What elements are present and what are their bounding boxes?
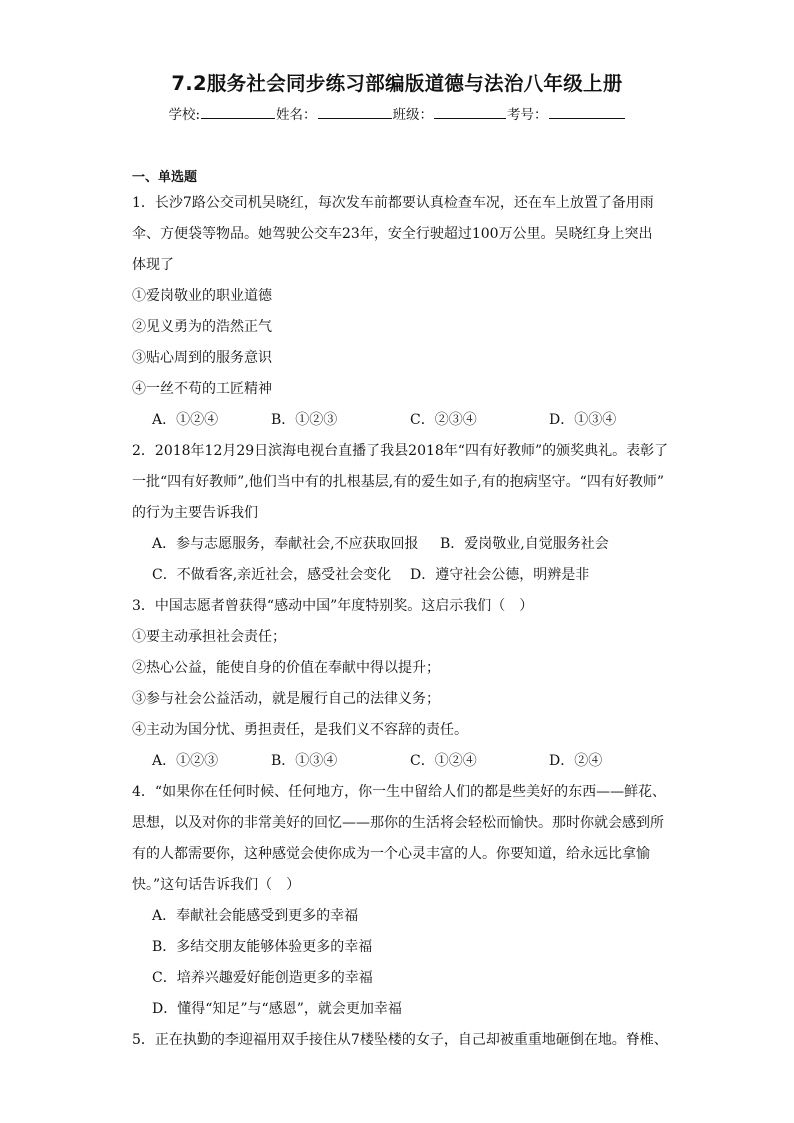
q3-option-b[interactable]: B．①③④ xyxy=(271,753,338,769)
school-blank[interactable] xyxy=(201,106,275,119)
q1-statement-4: ④一丝不苟的工匠精神 xyxy=(132,381,272,397)
q1-stem-line-2: 伞、方便袋等物品。她驾驶公交车23年，安全行驶超过100万公里。吴晓红身上突出 xyxy=(132,226,653,242)
class-label: 班级： xyxy=(392,107,434,123)
q2-option-d[interactable]: D．遵守社会公德，明辨是非 xyxy=(410,567,590,583)
q3-statement-2: ②热心公益，能使自身的价值在奉献中得以提升； xyxy=(132,660,440,676)
name-label: 姓名： xyxy=(276,107,317,123)
class-blank[interactable] xyxy=(434,106,506,119)
q2-option-c[interactable]: C．不做看客,亲近社会，感受社会变化 xyxy=(152,567,392,583)
section-heading: 一、单选题 xyxy=(132,170,198,185)
q4-stem-line-1: 4．“如果你在任何时候、任何地方，你一生中留给人们的都是些美好的东西——鲜花、 xyxy=(132,784,667,800)
q4-stem-line-3: 有的人都需要你，这种感觉会使你成为一个心灵丰富的人。你要知道，给永远比拿愉 xyxy=(132,846,650,862)
page-title: 7.2服务社会同步练习部编版道德与法治八年级上册 xyxy=(171,72,623,95)
q4-option-b[interactable]: B．多结交朋友能够体验更多的幸福 xyxy=(152,939,373,955)
q1-option-a[interactable]: A．①②④ xyxy=(152,412,219,428)
q1-option-d[interactable]: D．①③④ xyxy=(549,412,617,428)
q3-option-d[interactable]: D．②④ xyxy=(549,753,603,769)
q1-stem-line-1: 1．长沙7路公交司机吴晓红，每次发车前都要认真检查车况，还在车上放置了备用雨 xyxy=(132,195,654,211)
q1-option-c[interactable]: C．②③④ xyxy=(410,412,477,428)
q2-option-b[interactable]: B．爱岗敬业,自觉服务社会 xyxy=(440,536,609,552)
q3-option-c[interactable]: C．①②④ xyxy=(410,753,477,769)
q4-option-d[interactable]: D．懂得“知足”与“感恩”，就会更加幸福 xyxy=(152,1001,402,1017)
name-blank[interactable] xyxy=(318,106,392,119)
q3-statement-4: ④主动为国分忧、勇担责任，是我们义不容辞的责任。 xyxy=(132,722,468,738)
q3-statement-3: ③参与社会公益活动，就是履行自己的法律义务； xyxy=(132,691,440,707)
q4-stem-line-4: 快。”这句话告诉我们（ ） xyxy=(132,877,301,893)
q2-option-a[interactable]: A．参与志愿服务，奉献社会,不应获取回报 xyxy=(152,536,419,552)
q3-option-a[interactable]: A．①②③ xyxy=(152,753,219,769)
q1-stem-line-3: 体现了 xyxy=(132,257,174,273)
school-label: 学校: xyxy=(168,107,201,123)
q1-option-b[interactable]: B．①②③ xyxy=(271,412,338,428)
q3-stem-line-1: 3．中国志愿者曾获得“感动中国”年度特别奖。这启示我们（ ） xyxy=(132,598,534,614)
q4-option-c[interactable]: C．培养兴趣爱好能创造更多的幸福 xyxy=(152,970,373,986)
q5-stem-line-1: 5．正在执勤的李迎福用双手接住从7楼坠楼的女子，自己却被重重地砸倒在地。脊椎、 xyxy=(132,1032,668,1048)
q4-stem-line-2: 思想，以及对你的非常美好的回忆——那你的生活将会轻松而愉快。那时你就会感到所 xyxy=(132,815,664,831)
q3-statement-1: ①要主动承担社会责任； xyxy=(132,629,286,645)
q1-statement-3: ③贴心周到的服务意识 xyxy=(132,350,272,366)
q2-stem-line-2: 一批“四有好教师”,他们当中有的扎根基层,有的爱生如子,有的抱病坚守。“四有好教师” xyxy=(132,474,664,490)
q2-stem-line-1: 2．2018年12月29日滨海电视台直播了我县2018年“四有好教师”的颁奖典礼。表彰了 xyxy=(132,443,669,459)
student-info-line xyxy=(0,103,794,123)
q2-stem-line-3: 的行为主要告诉我们 xyxy=(132,505,258,521)
exam-no-blank[interactable] xyxy=(549,106,625,119)
q4-option-a[interactable]: A．奉献社会能感受到更多的幸福 xyxy=(152,908,359,924)
q1-statement-2: ②见义勇为的浩然正气 xyxy=(132,319,272,335)
exam-no-label: 考号： xyxy=(507,107,548,123)
q1-statement-1: ①爱岗敬业的职业道德 xyxy=(132,288,272,304)
